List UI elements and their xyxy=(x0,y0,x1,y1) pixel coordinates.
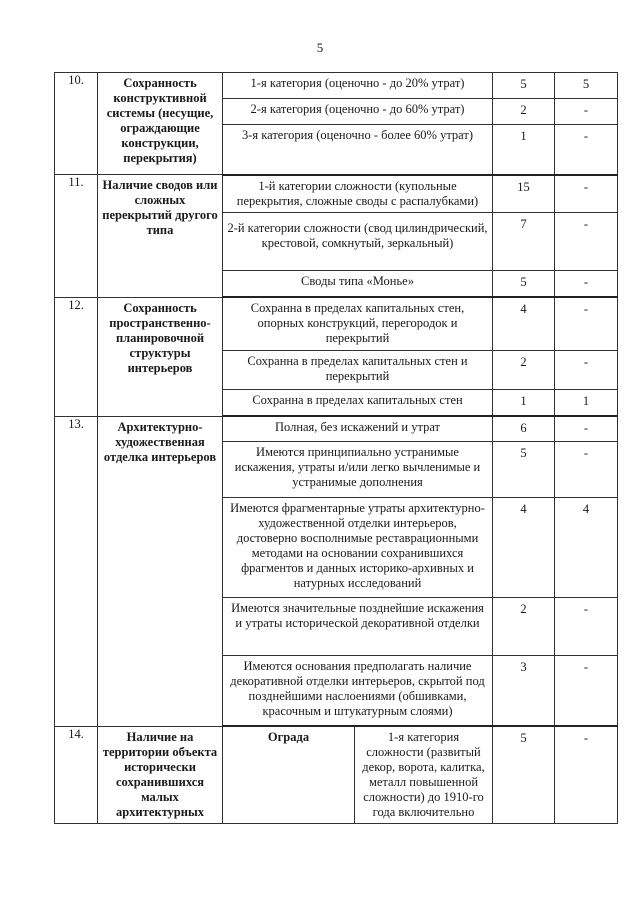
option-score-assigned: 4 xyxy=(555,497,618,597)
option-score: 2 xyxy=(493,597,555,655)
option-score-assigned: - xyxy=(555,175,618,213)
option-description: Сохранна в пределах капитальных стен и перекрытий xyxy=(223,350,493,389)
option-score: 7 xyxy=(493,212,555,270)
option-score-assigned: - xyxy=(555,99,618,125)
option-score: 5 xyxy=(493,73,555,99)
table-row xyxy=(55,175,618,213)
option-score: 2 xyxy=(493,99,555,125)
option-score: 2 xyxy=(493,350,555,389)
row-number: 12. xyxy=(55,297,98,416)
table-row xyxy=(55,297,618,350)
option-score: 4 xyxy=(493,497,555,597)
option-description: Сохранна в пределах капитальных стен xyxy=(223,389,493,416)
option-score-assigned: 5 xyxy=(555,73,618,99)
table-row xyxy=(55,73,618,99)
option-score-assigned: - xyxy=(555,441,618,497)
criterion-cell: Наличие на территории объекта исторически сохранившихся малых архитектурных xyxy=(98,726,223,824)
option-score-assigned: - xyxy=(555,416,618,441)
option-score: 1 xyxy=(493,389,555,416)
criteria-table xyxy=(54,72,618,824)
criterion-cell: Наличие сводов или сложных перекрытий другого типа xyxy=(98,175,223,298)
option-score: 5 xyxy=(493,270,555,297)
option-score: 5 xyxy=(493,726,555,824)
option-score-assigned: - xyxy=(555,270,618,297)
option-score-assigned: - xyxy=(555,350,618,389)
option-description: Своды типа «Монье» xyxy=(223,270,493,297)
option-description: 1-я категория сложности (развитый декор, ворота, калитка, металл повышенной сложности) до 1910-го года включительно xyxy=(355,726,493,824)
option-description: 3-я категория (оценочно - более 60% утрат) xyxy=(223,125,493,175)
option-score-assigned: - xyxy=(555,212,618,270)
option-description: 1-й категории сложности (купольные перекрытия, сложные своды с распалубками) xyxy=(223,175,493,213)
sub-criterion-label: Ограда xyxy=(223,726,355,824)
row-number: 13. xyxy=(55,416,98,726)
option-description: Имеются значительные позднейшие искажения и утраты исторической декоративной отделки xyxy=(223,597,493,655)
option-description: 2-я категория (оценочно - до 60% утрат) xyxy=(223,99,493,125)
option-score: 6 xyxy=(493,416,555,441)
criterion-cell: Сохранность конструктивной системы (несущие, ограждающие конструкции, перекрытия) xyxy=(98,73,223,175)
row-number: 10. xyxy=(55,73,98,175)
option-score: 4 xyxy=(493,297,555,350)
criterion-cell: Архитектурно-художественная отделка интерьеров xyxy=(98,416,223,726)
option-description: Имеются основания предполагать наличие декоративной отделки интерьеров, скрытой под позднейшими наслоениями (обшивками, красочным и штукатурным слоями) xyxy=(223,655,493,726)
option-description: Сохранна в пределах капитальных стен, опорных конструкций, перегородок и перекрытий xyxy=(223,297,493,350)
row-number: 14. xyxy=(55,726,98,824)
option-description: Имеются принципиально устранимые искажения, утраты и/или легко вычленимые и устранимые дополнения xyxy=(223,441,493,497)
table-row xyxy=(55,726,618,824)
option-score-assigned: - xyxy=(555,125,618,175)
row-number: 11. xyxy=(55,175,98,298)
option-description: 2-й категории сложности (свод цилиндрический, крестовой, сомкнутый, зеркальный) xyxy=(223,212,493,270)
option-description: 1-я категория (оценочно - до 20% утрат) xyxy=(223,73,493,99)
page-number: 5 xyxy=(316,40,324,55)
option-score: 15 xyxy=(493,175,555,213)
option-score-assigned: - xyxy=(555,597,618,655)
option-score-assigned: - xyxy=(555,726,618,824)
criterion-cell: Сохранность пространственно-планировочной структуры интерьеров xyxy=(98,297,223,416)
option-description: Полная, без искажений и утрат xyxy=(223,416,493,441)
option-score-assigned: - xyxy=(555,655,618,726)
table-row xyxy=(55,416,618,441)
option-score: 5 xyxy=(493,441,555,497)
option-score-assigned: - xyxy=(555,297,618,350)
option-description: Имеются фрагментарные утраты архитектурно-художественной отделки интерьеров, достоверно восполнимые реставрационными методами на основании сохранившихся фрагментов и данных историко-архивных и натурных исследований xyxy=(223,497,493,597)
option-score: 3 xyxy=(493,655,555,726)
option-score-assigned: 1 xyxy=(555,389,618,416)
option-score: 1 xyxy=(493,125,555,175)
